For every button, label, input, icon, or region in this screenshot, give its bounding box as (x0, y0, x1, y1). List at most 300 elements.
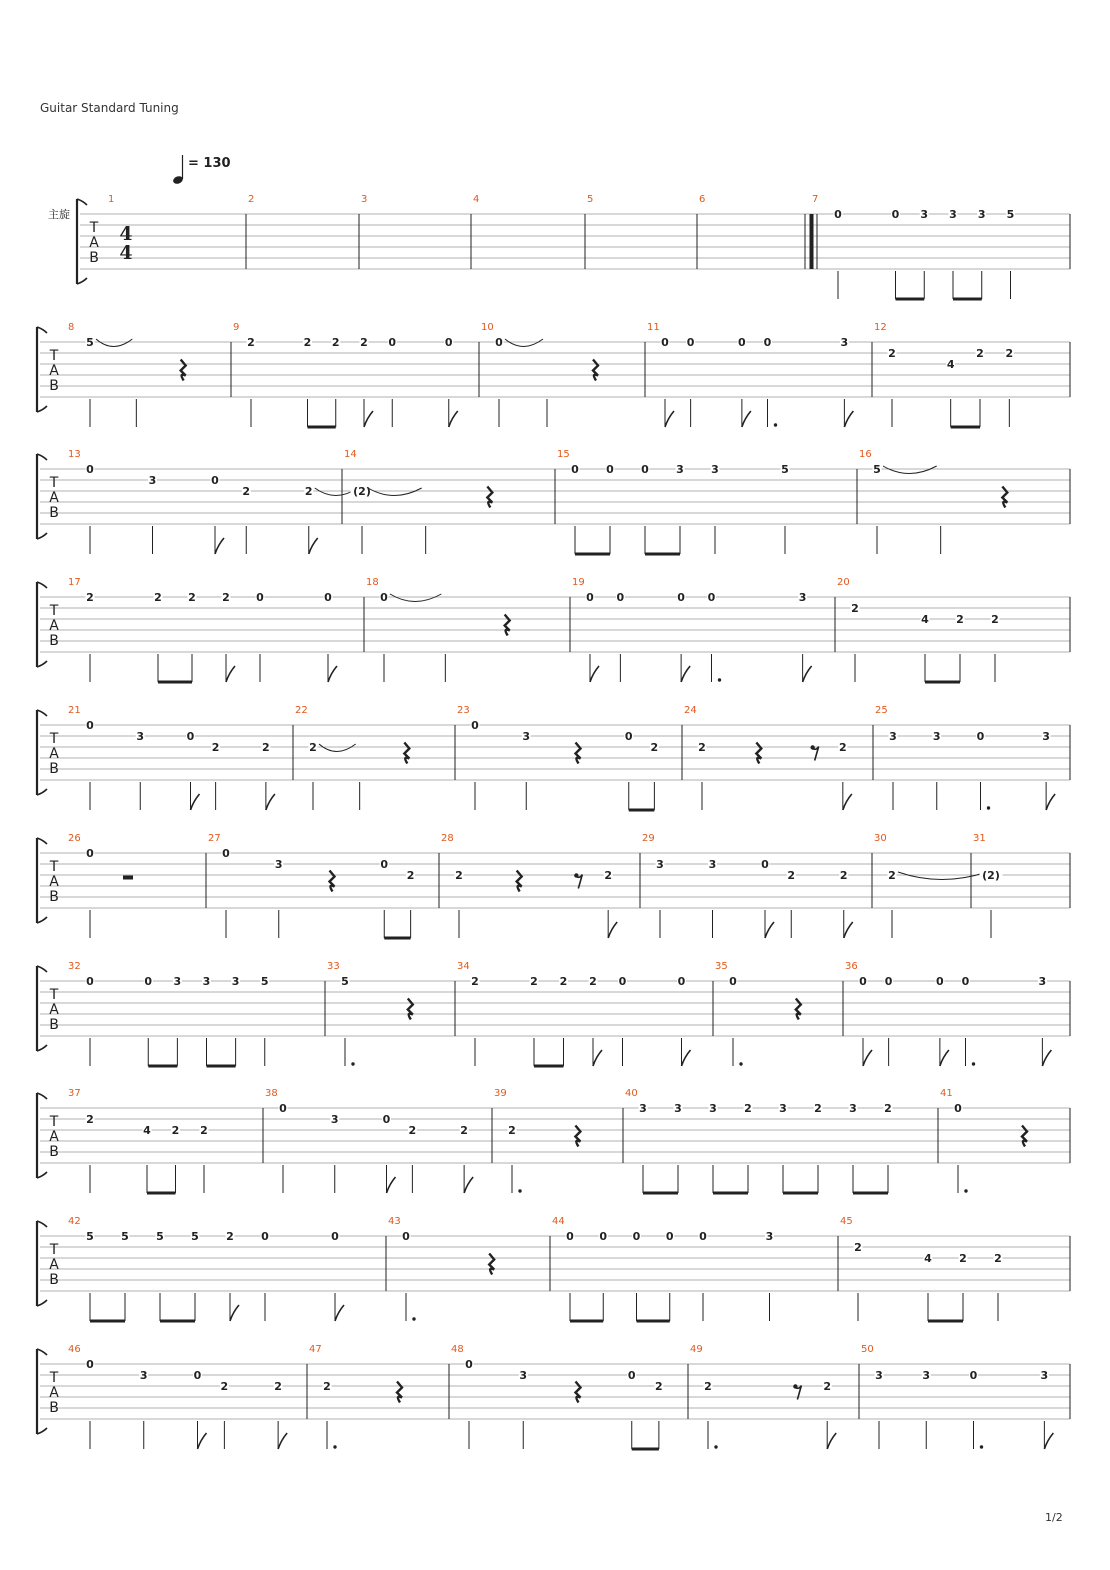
fret-number: 0 (627, 1369, 636, 1382)
quarter-rest-icon (404, 743, 409, 764)
tab-system (37, 577, 1070, 682)
fret-number: 2 (851, 602, 859, 615)
fret-number: 5 (191, 1230, 199, 1243)
fret-number: 2 (86, 591, 94, 604)
duration-dot (718, 678, 721, 681)
quarter-rest-icon (517, 871, 522, 892)
duration-dot (987, 806, 990, 809)
tab-clef-letter: B (49, 1400, 59, 1416)
eighth-flag (198, 1433, 207, 1449)
fret-number: 0 (86, 1358, 94, 1371)
fret-number: 3 (1040, 1369, 1049, 1382)
measure-number: 24 (684, 705, 697, 716)
fret-number: 0 (86, 719, 94, 732)
eighth-rest-dot (810, 745, 814, 749)
duration-dot (964, 1189, 967, 1192)
tab-system (37, 1088, 1070, 1193)
fret-number: 2 (698, 741, 706, 754)
tab-clef-letter: T (49, 1114, 59, 1130)
fret-number: 0 (599, 1230, 608, 1243)
fret-number: (2) (353, 485, 371, 498)
fret-number: 5 (873, 463, 881, 476)
fret-number: 0 (954, 1102, 962, 1115)
fret-number: 0 (465, 1358, 473, 1371)
fret-number: 3 (639, 1102, 647, 1115)
time-signature-digit: 4 (119, 242, 133, 264)
fret-number: 0 (380, 858, 389, 871)
measure-number: 13 (68, 449, 81, 460)
tab-clef-letter: A (89, 235, 99, 251)
fret-number: 2 (226, 1230, 234, 1243)
system-bracket-top (37, 582, 47, 588)
system-bracket-top (37, 710, 47, 716)
eighth-rest-dot (574, 873, 578, 877)
tab-clef-letter: B (49, 889, 59, 905)
quarter-rest-icon (1002, 487, 1007, 508)
measure-number: 19 (572, 577, 585, 588)
duration-dot (333, 1445, 336, 1448)
fret-number: 2 (406, 869, 415, 882)
system-bracket-bottom (77, 278, 87, 284)
eighth-flag (266, 794, 275, 810)
measure-number: 9 (233, 322, 240, 333)
tab-system (77, 194, 1070, 299)
eighth-flag (215, 538, 224, 554)
fret-number: 2 (854, 1241, 862, 1254)
fret-number: 2 (274, 1380, 282, 1393)
fret-number: 2 (360, 336, 368, 349)
fret-number: 2 (211, 741, 220, 754)
eighth-flag (863, 1050, 872, 1066)
fret-number: 0 (976, 730, 985, 743)
fret-number: 3 (708, 858, 717, 871)
measure-number: 21 (68, 705, 81, 716)
measure-number: 32 (68, 961, 81, 972)
system-bracket-bottom (37, 789, 47, 795)
measure-number: 46 (68, 1344, 81, 1355)
fret-number: 0 (86, 847, 94, 860)
measure-number: 31 (973, 833, 986, 844)
track-name: 主旋 (48, 208, 70, 221)
fret-number: 0 (699, 1230, 707, 1243)
measure-number: 37 (68, 1088, 81, 1099)
fret-number: 0 (686, 336, 695, 349)
measure-number: 3 (361, 194, 368, 205)
fret-number: 5 (156, 1230, 164, 1243)
system-bracket-top (37, 327, 47, 333)
quarter-rest-icon (593, 360, 598, 381)
quarter-rest-icon (489, 1254, 494, 1275)
fret-number: 2 (200, 1124, 208, 1137)
measure-number: 33 (327, 961, 340, 972)
fret-number: 2 (188, 591, 196, 604)
fret-number: 2 (604, 869, 612, 882)
fret-number: 2 (959, 1252, 967, 1265)
eighth-flag (328, 666, 337, 682)
tab-system (37, 961, 1070, 1066)
fret-number: 3 (932, 730, 941, 743)
fret-number: 2 (471, 975, 479, 988)
eighth-flag (765, 922, 774, 938)
measure-number: 15 (557, 449, 570, 460)
fret-number: 0 (86, 463, 94, 476)
fret-number: 0 (763, 336, 772, 349)
fret-number: 2 (323, 1380, 331, 1393)
fret-number: 2 (744, 1102, 752, 1115)
fret-number: 2 (589, 975, 597, 988)
fret-number: 2 (884, 1102, 892, 1115)
eighth-flag (309, 538, 318, 554)
measure-number: 34 (457, 961, 470, 972)
measure-number: 29 (642, 833, 655, 844)
fret-number: 2 (994, 1252, 1002, 1265)
system-bracket-bottom (37, 406, 47, 412)
eighth-flag (335, 1305, 344, 1321)
fret-number: 3 (765, 1230, 774, 1243)
measure-number: 50 (861, 1344, 874, 1355)
tab-clef-letter: B (89, 250, 99, 266)
fret-number: 0 (261, 1230, 269, 1243)
measure-number: 7 (812, 194, 819, 205)
fret-number: 0 (193, 1369, 202, 1382)
tab-clef-letter: A (49, 874, 59, 890)
tie-arc (883, 466, 937, 474)
eighth-flag (1044, 1433, 1053, 1449)
quarter-rest-icon (576, 1382, 581, 1403)
eighth-flag (803, 666, 812, 682)
duration-dot (714, 1445, 717, 1448)
eighth-flag (230, 1305, 239, 1321)
eighth-flag (843, 794, 852, 810)
fret-number: 2 (787, 869, 796, 882)
page-number: 1/2 (1045, 1511, 1063, 1524)
tab-clef-letter: T (49, 348, 59, 364)
measure-number: 6 (699, 194, 706, 205)
tab-clef-letter: T (49, 1370, 59, 1386)
fret-number: 0 (571, 463, 579, 476)
system-bracket-bottom (37, 661, 47, 667)
fret-number: 2 (655, 1380, 663, 1393)
fret-number: 0 (707, 591, 716, 604)
fret-number: 3 (173, 975, 182, 988)
fret-number: 0 (616, 591, 625, 604)
measure-number: 17 (68, 577, 81, 588)
measure-number: 12 (874, 322, 887, 333)
fret-number: 3 (676, 463, 684, 476)
fret-number: 2 (262, 741, 270, 754)
quarter-rest-icon (756, 743, 761, 764)
measure-number: 18 (366, 577, 379, 588)
fret-number: 3 (949, 208, 957, 221)
quarter-rest-icon (576, 743, 581, 764)
measure-number: 45 (840, 1216, 853, 1227)
fret-number: 4 (143, 1124, 151, 1137)
tab-clef-letter: B (49, 761, 59, 777)
measure-number: 22 (295, 705, 308, 716)
tab-clef-letter: T (49, 603, 59, 619)
fret-number: 2 (888, 347, 896, 360)
tab-clef-letter: B (49, 505, 59, 521)
fret-number: 3 (711, 463, 719, 476)
measure-number: 30 (874, 833, 887, 844)
system-bracket-top (37, 1349, 47, 1355)
fret-number: 2 (559, 975, 568, 988)
measure-number: 28 (441, 833, 454, 844)
fret-number: 0 (331, 1230, 339, 1243)
measure-number: 47 (309, 1344, 322, 1355)
measure-number: 20 (837, 577, 850, 588)
fret-number: 2 (823, 1380, 832, 1393)
fret-number: 0 (324, 591, 332, 604)
measure-number: 10 (481, 322, 494, 333)
fret-number: 4 (946, 358, 955, 371)
duration-dot (972, 1062, 975, 1065)
eighth-flag (278, 1433, 287, 1449)
fret-number: 0 (891, 208, 900, 221)
tab-system (37, 833, 1070, 938)
fret-number: 0 (624, 730, 633, 743)
eighth-flag (593, 1050, 602, 1066)
fret-number: 2 (331, 336, 340, 349)
fret-number: 0 (86, 975, 94, 988)
fret-number: 0 (444, 336, 453, 349)
tab-clef-letter: B (49, 1144, 59, 1160)
duration-dot (351, 1062, 354, 1065)
fret-number: 2 (247, 336, 255, 349)
measure-number: 43 (388, 1216, 401, 1227)
tab-clef-letter: A (49, 363, 59, 379)
eighth-flag (844, 922, 853, 938)
system-bracket-top (37, 1093, 47, 1099)
fret-number: 2 (154, 591, 162, 604)
fret-number: 5 (121, 1230, 129, 1243)
fret-number: 3 (330, 1113, 339, 1126)
eighth-flag (608, 922, 617, 938)
time-signature-digit: 4 (119, 223, 133, 245)
fret-number: 0 (884, 975, 893, 988)
fret-number: 2 (1005, 347, 1014, 360)
fret-number: 0 (969, 1369, 978, 1382)
fret-number: 0 (641, 463, 649, 476)
fret-number: 2 (508, 1124, 516, 1137)
fret-number: 0 (859, 975, 867, 988)
fret-number: 0 (471, 719, 479, 732)
fret-number: 2 (455, 869, 463, 882)
tab-clef-letter: A (49, 490, 59, 506)
measure-number: 38 (265, 1088, 278, 1099)
tab-clef-letter: T (49, 859, 59, 875)
fret-number: 0 (256, 591, 264, 604)
eighth-flag (742, 411, 751, 427)
fret-number: 3 (875, 1369, 883, 1382)
measure-number: 26 (68, 833, 81, 844)
fret-number: 5 (86, 336, 94, 349)
measure-number: 5 (587, 194, 594, 205)
quarter-rest-icon (181, 360, 186, 381)
tab-clef-letter: T (89, 220, 99, 236)
measure-number: 36 (845, 961, 858, 972)
tie-arc (368, 488, 422, 496)
tab-clef-letter: B (49, 1017, 59, 1033)
fret-number: 2 (991, 613, 999, 626)
fret-number: (2) (982, 869, 1000, 882)
tab-clef-letter: T (49, 731, 59, 747)
fret-number: 2 (242, 485, 251, 498)
fret-number: 0 (661, 336, 669, 349)
fret-number: 2 (976, 347, 984, 360)
fret-number: 0 (961, 975, 970, 988)
fret-number: 0 (144, 975, 153, 988)
tab-clef-letter: B (49, 633, 59, 649)
measure-number: 25 (875, 705, 888, 716)
fret-number: 2 (956, 613, 964, 626)
eighth-flag (590, 666, 599, 682)
fret-number: 0 (618, 975, 627, 988)
fret-number: 2 (650, 741, 659, 754)
eighth-flag (940, 1050, 949, 1066)
fret-number: 3 (920, 208, 929, 221)
measure-number: 1 (108, 194, 115, 205)
fret-number: 3 (840, 336, 849, 349)
measure-number: 40 (625, 1088, 638, 1099)
fret-number: 5 (260, 975, 269, 988)
eighth-flag (844, 411, 853, 427)
fret-number: 0 (936, 975, 944, 988)
system-bracket-bottom (37, 1045, 47, 1051)
fret-number: 2 (304, 485, 313, 498)
fret-number: 2 (309, 741, 317, 754)
eighth-flag (226, 666, 235, 682)
tempo-value: = 130 (188, 156, 231, 171)
fret-number: 2 (839, 741, 847, 754)
measure-number: 4 (473, 194, 480, 205)
fret-number: 0 (677, 975, 686, 988)
fret-number: 0 (402, 1230, 410, 1243)
tie-arc (319, 744, 356, 752)
fret-number: 2 (408, 1124, 417, 1137)
fret-number: 2 (530, 975, 538, 988)
tab-clef-letter: B (49, 378, 59, 394)
system-bracket-top (37, 454, 47, 460)
fret-number: 3 (274, 858, 283, 871)
fret-number: 4 (924, 1252, 932, 1265)
tie-arc (898, 872, 987, 880)
fret-number: 0 (382, 1113, 391, 1126)
fret-number: 0 (677, 591, 685, 604)
quarter-rest-icon (408, 999, 413, 1020)
fret-number: 3 (136, 730, 145, 743)
measure-number: 16 (859, 449, 872, 460)
tab-system (37, 322, 1070, 427)
fret-number: 4 (921, 613, 929, 626)
fret-number: 0 (665, 1230, 674, 1243)
tab-clef-letter: A (49, 1257, 59, 1273)
quarter-rest-icon (330, 871, 335, 892)
fret-number: 3 (656, 858, 664, 871)
fret-number: 0 (279, 1102, 287, 1115)
eighth-flag (682, 1050, 691, 1066)
fret-number: 5 (86, 1230, 94, 1243)
fret-number: 3 (977, 208, 986, 221)
fret-number: 3 (849, 1102, 857, 1115)
tab-system (37, 1216, 1070, 1321)
fret-number: 0 (632, 1230, 641, 1243)
fret-number: 2 (303, 336, 312, 349)
eighth-flag (191, 794, 200, 810)
fret-number: 0 (586, 591, 594, 604)
fret-number: 3 (922, 1369, 931, 1382)
fret-number: 0 (761, 858, 769, 871)
duration-dot (774, 423, 777, 426)
tab-clef-letter: T (49, 987, 59, 1003)
system-bracket-bottom (37, 1428, 47, 1434)
tab-clef-letter: A (49, 1129, 59, 1145)
fret-number: 3 (231, 975, 240, 988)
quarter-rest-icon (487, 487, 492, 508)
fret-number: 0 (566, 1230, 574, 1243)
measure-number: 48 (451, 1344, 464, 1355)
fret-number: 0 (495, 336, 503, 349)
quarter-rest-icon (505, 615, 510, 636)
fret-number: 3 (709, 1102, 717, 1115)
fret-number: 2 (86, 1113, 94, 1126)
fret-number: 0 (380, 591, 388, 604)
fret-number: 0 (222, 847, 230, 860)
measure-number: 2 (248, 194, 255, 205)
duration-dot (739, 1062, 742, 1065)
tab-clef-letter: A (49, 618, 59, 634)
eighth-flag (1046, 794, 1055, 810)
fret-number: 3 (674, 1102, 682, 1115)
duration-dot (980, 1445, 983, 1448)
measure-number: 8 (68, 322, 75, 333)
system-bracket-top (77, 199, 87, 205)
system-bracket-bottom (37, 1300, 47, 1306)
fret-number: 3 (1038, 975, 1047, 988)
eighth-flag (1042, 1050, 1051, 1066)
measure-number: 35 (715, 961, 728, 972)
eighth-flag (364, 411, 373, 427)
fret-number: 3 (1042, 730, 1050, 743)
fret-number: 2 (704, 1380, 712, 1393)
measure-number: 27 (208, 833, 221, 844)
fret-number: 2 (222, 591, 230, 604)
fret-number: 3 (202, 975, 211, 988)
fret-number: 3 (522, 730, 531, 743)
measure-number: 42 (68, 1216, 81, 1227)
tab-clef-letter: T (49, 475, 59, 491)
fret-number: 2 (839, 869, 848, 882)
tie-arc (390, 594, 441, 602)
system-bracket-bottom (37, 533, 47, 539)
measure-number: 49 (690, 1344, 703, 1355)
fret-number: 3 (779, 1102, 787, 1115)
fret-number: 0 (606, 463, 614, 476)
quarter-rest-icon (1022, 1126, 1027, 1147)
system-bracket-top (37, 838, 47, 844)
fret-number: 3 (519, 1369, 528, 1382)
tab-clef-letter: A (49, 1385, 59, 1401)
fret-number: 0 (729, 975, 737, 988)
eighth-rest-dot (793, 1384, 797, 1388)
quarter-rest-icon (397, 1382, 402, 1403)
fret-number: 2 (220, 1380, 229, 1393)
tie-arc (96, 339, 132, 347)
measure-number: 11 (647, 322, 660, 333)
fret-number: 2 (171, 1124, 180, 1137)
fret-number: 0 (834, 208, 842, 221)
eighth-flag (681, 666, 690, 682)
